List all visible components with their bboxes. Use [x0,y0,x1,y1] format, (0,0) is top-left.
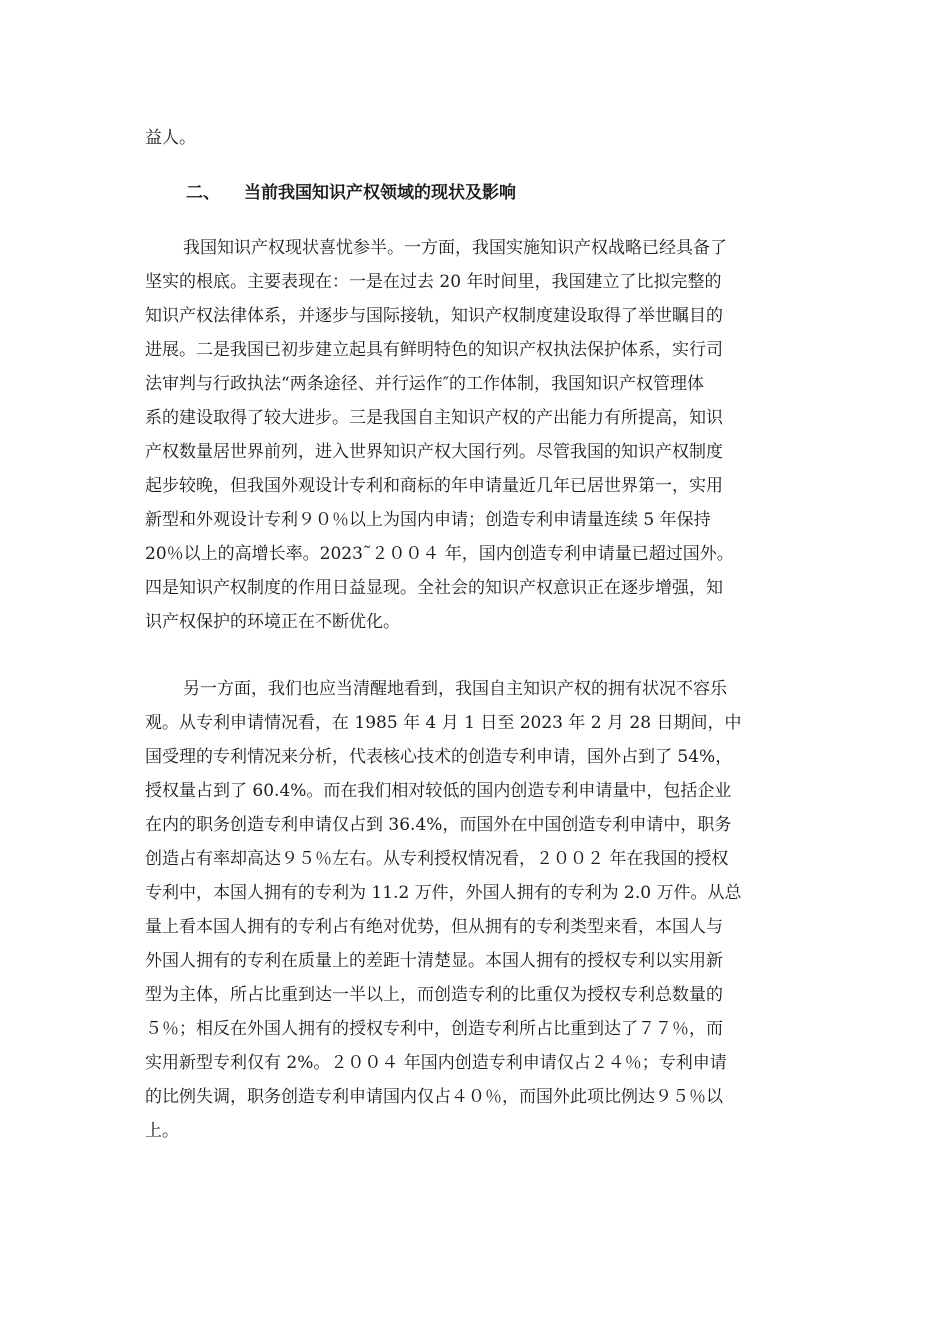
paragraph-2-line: 授权量占到了 60.4%。而在我们相对较低的国内创造专利申请量中，包括企业 [145,781,732,801]
paragraph-2-line: 的比例失调，职务创造专利申请国内仅占４０％，而国外此项比例达９５％以 [145,1087,723,1107]
paragraph-1-line: 知识产权法律体系，并逐步与国际接轨，知识产权制度建设取得了举世瞩目的 [145,306,723,326]
paragraph-2-line: ５％；相反在外国人拥有的授权专利中，创造专利所占比重到达了７７％，而 [145,1019,723,1039]
paragraph-2-line: 国受理的专利情况来分析，代表核心技术的创造专利申请，国外占到了 54%， [145,747,733,767]
paragraph-2-line: 实用新型专利仅有 2%。２００４ 年国内创造专利申请仅占２４％；专利申请 [145,1053,727,1073]
paragraph-1-line: 新型和外观设计专利９０％以上为国内申请；创造专利申请量连续 5 年保持 [145,510,711,530]
paragraph-2-line: 专利中，本国人拥有的专利为 11.2 万件，外国人拥有的专利为 2.0 万件。从总 [145,883,742,903]
section-heading [186,183,806,205]
paragraph-2-line: 外国人拥有的专利在质量上的差距十清楚显。本国人拥有的授权专利以实用新 [145,951,723,971]
paragraph-2-line: 在内的职务创造专利申请仅占到 36.4%，而国外在中国创造专利申请中，职务 [145,815,732,835]
paragraph-2-line: 创造占有率却高达９５％左右。从专利授权情况看，２００２ 年在我国的授权 [145,849,729,869]
paragraph-2-line: 另一方面，我们也应当清醒地看到，我国自主知识产权的拥有状况不容乐 [183,679,727,699]
paragraph-1-line: 产权数量居世界前列，进入世界知识产权大国行列。尽管我国的知识产权制度 [145,442,723,462]
section-number: 二、 [186,183,220,203]
paragraph-1-line: 识产权保护的环境正在不断优化。 [145,612,400,632]
section-title: 当前我国知识产权领域的现状及影响 [244,183,516,203]
paragraph-1-line: 起步较晚，但我国外观设计专利和商标的年申请量近几年已居世界第一，实用 [145,476,723,496]
paragraph-2-line: 型为主体，所占比重到达一半以上，而创造专利的比重仅为授权专利总数量的 [145,985,723,1005]
paragraph-1-line: 法审判与行政执法“两条途径、并行运作″的工作体制，我国知识产权管理体 [145,374,705,394]
paragraph-1-line: 坚实的根底。主要表现在：一是在过去 20 年时间里，我国建立了比拟完整的 [145,272,722,292]
paragraph-2-line: 量上看本国人拥有的专利占有绝对优势，但从拥有的专利类型来看，本国人与 [145,917,723,937]
paragraph-2-line: 观。从专利申请情况看，在 1985 年 4 月 1 日至 2023 年 2 月 28 日期间，中 [145,713,742,733]
paragraph-1-line: 我国知识产权现状喜忧参半。一方面，我国实施知识产权战略已经具备了 [183,238,727,258]
paragraph-1-line: 四是知识产权制度的作用日益显现。全社会的知识产权意识正在逐步增强，知 [145,578,723,598]
paragraph-1-line: 进展。二是我国已初步建立起具有鲜明特色的知识产权执法保护体系，实行司 [145,340,723,360]
paragraph-1-line: 系的建设取得了较大进步。三是我国自主知识产权的产出能力有所提高，知识 [145,408,723,428]
paragraph-2-line: 上。 [145,1121,179,1141]
carry-over-text: 益人。 [145,128,196,148]
paragraph-1-line: 20％以上的高增长率。2023˜２００４ 年，国内创造专利申请量已超过国外。 [145,544,734,564]
